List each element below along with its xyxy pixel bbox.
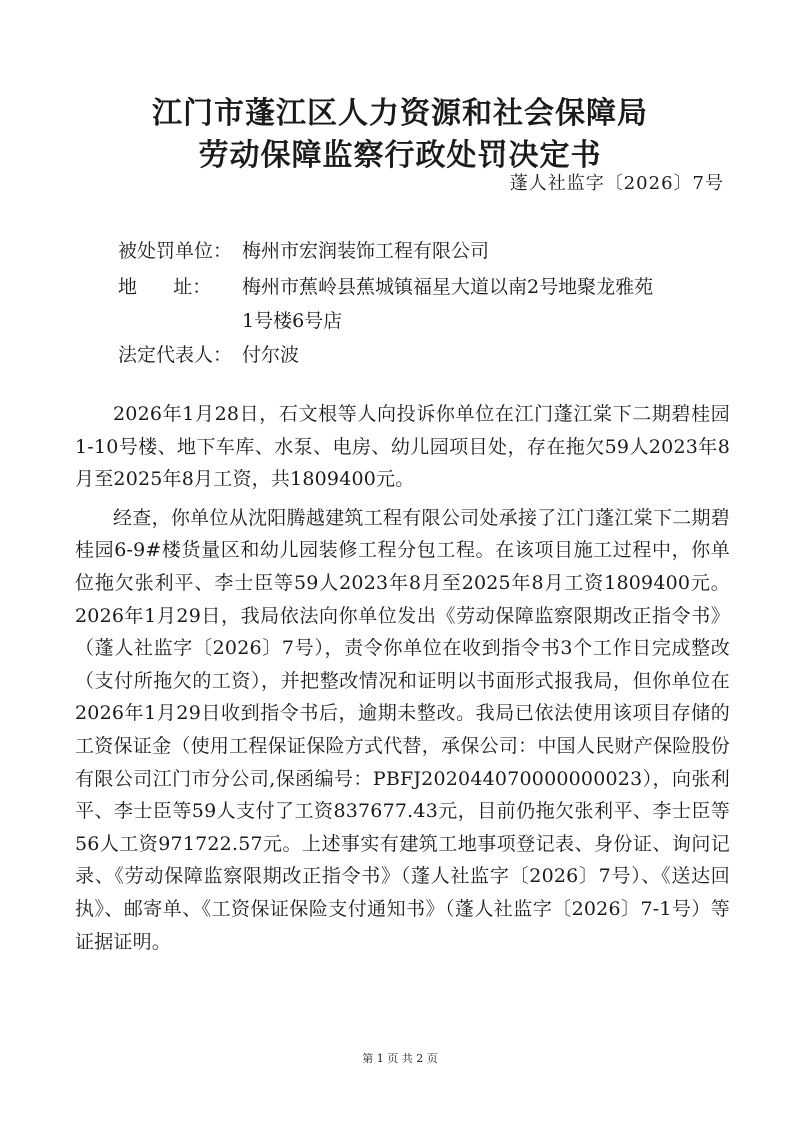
legal-rep-row (118, 338, 728, 372)
document-body (75, 398, 730, 964)
address-label: 地 址： (118, 276, 212, 298)
penalized-unit-label: 被处罚单位： (118, 240, 233, 262)
complaint-paragraph: 2026年1月28日，石文根等人向投诉你单位在江门蓬江棠下二期碧桂园1-10号楼、地下车库、水泵、电房、幼儿园项目处，存在拖欠59人2023年8月至2025年8月工资，共1809400元。 (75, 403, 730, 491)
address-value-continued: 1号楼6号店 (242, 310, 343, 332)
penalized-unit-value: 梅州市宏润装饰工程有限公司 (242, 240, 490, 262)
title-line-1: 江门市蓬江区人力资源和社会保障局 (152, 96, 648, 131)
address-row (118, 270, 728, 304)
document-number: 蓬人社监字〔2026〕7号 (509, 173, 724, 194)
address-value: 梅州市蕉岭县蕉城镇福星大道以南2号地聚龙雅苑 (242, 276, 654, 298)
party-info (118, 234, 728, 374)
legal-rep-value: 付尔波 (242, 344, 300, 366)
legal-rep-label: 法定代表人： (118, 344, 233, 366)
page-footer: 第 1 页 共 2 页 (362, 1052, 438, 1065)
title-line-2: 劳动保障监察行政处罚决定书 (198, 138, 602, 173)
penalized-unit-row (118, 234, 728, 268)
investigation-paragraph: 经查，你单位从沈阳腾越建筑工程有限公司处承接了江门蓬江棠下二期碧桂园6-9#楼货量区和幼儿园装修工程分包工程。在该项目施工过程中，你单位拖欠张利平、李士臣等59人2023年8月至2025年8月工资1809400元。2026年1月29日，我局依法向你单位发出《劳动保障监察限期改正指令书》（蓬人社监字〔2026〕7号），责令你单位在收到指令书3个工作日完成整改（支付所拖欠的工资），并把整改情况和证明以书面形式报我局，但你单位在2026年1月29日收到指令书后，逾期未整改。我局已依法使用该项目存储的工资保证金（使用工程保证保险方式代替，承保公司：中国人民财产保险股份有限公司江门市分公司,保函编号：PBFJ202044070000000023），向张利平、李士臣等59人支付了工资837677.43元，目前仍拖欠张利平、李士臣等56人工资971722.57元。上述事实有建筑工地事项登记表、身份证、询问记录、《劳动保障监察限期改正指令书》（蓬人社监字〔2026〕7号）、《送达回执》、邮寄单、《工资保证保险支付通知书》（蓬人社监字〔2026〕7-1号）等证据证明。 (75, 506, 730, 953)
